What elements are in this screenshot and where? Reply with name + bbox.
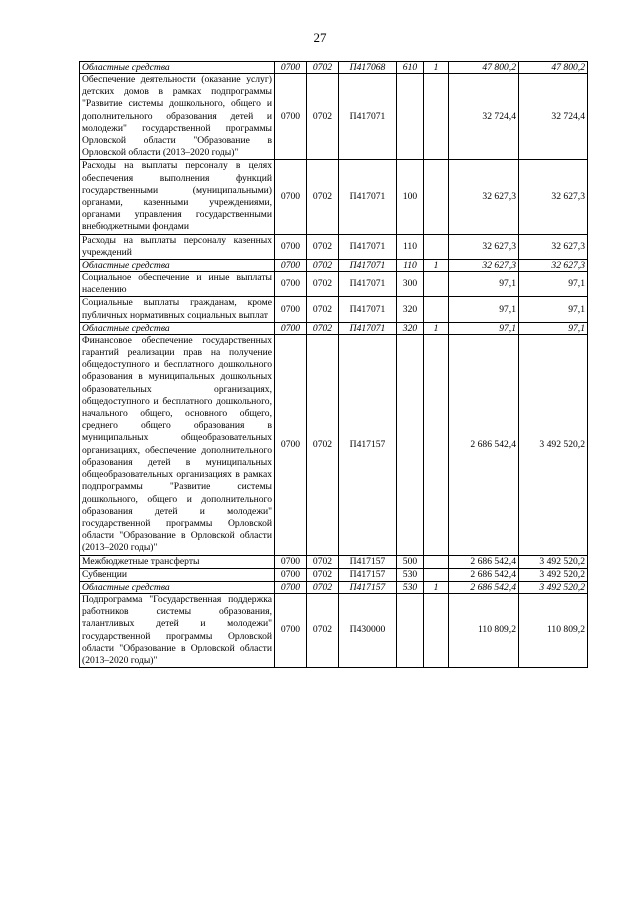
budget-table <box>79 61 588 668</box>
row-amount-year2: 97,1 <box>519 297 588 322</box>
row-funding-source <box>424 272 449 297</box>
table-row <box>80 322 588 334</box>
row-expense-type <box>397 334 424 555</box>
row-description: Социальное обеспечение и иные выплаты населению <box>80 272 275 297</box>
table-row <box>80 260 588 272</box>
row-subsection-code: 0702 <box>307 322 339 334</box>
row-subsection-code: 0702 <box>307 62 339 74</box>
row-section-code: 0700 <box>275 74 307 160</box>
row-funding-source <box>424 334 449 555</box>
row-subsection-code: 0702 <box>307 272 339 297</box>
row-description: Расходы на выплаты персоналу в целях обеспечения выполнения функций государственными (муниципальными) органами, казенными учреждениями, органами управления государственными внебюджетными фондами <box>80 160 275 234</box>
row-funding-source <box>424 593 449 667</box>
row-amount-year1: 32 627,3 <box>449 260 519 272</box>
row-description: Подпрограмма "Государственная поддержка работников системы образования, талантливых детей и молодежи" государственной программы Орловской области "Образование в Орловской области (2013–2020 годы)" <box>80 593 275 667</box>
row-section-code: 0700 <box>275 160 307 234</box>
row-expense-type: 100 <box>397 160 424 234</box>
row-funding-source: 1 <box>424 260 449 272</box>
row-section-code: 0700 <box>275 568 307 581</box>
row-expense-type: 610 <box>397 62 424 74</box>
row-amount-year1: 32 627,3 <box>449 160 519 234</box>
row-amount-year1: 32 627,3 <box>449 234 519 259</box>
row-amount-year1: 2 686 542,4 <box>449 568 519 581</box>
row-funding-source: 1 <box>424 581 449 593</box>
row-amount-year2: 32 627,3 <box>519 260 588 272</box>
row-section-code: 0700 <box>275 62 307 74</box>
row-amount-year1: 2 686 542,4 <box>449 334 519 555</box>
row-funding-source <box>424 297 449 322</box>
row-funding-source <box>424 568 449 581</box>
row-funding-source: 1 <box>424 322 449 334</box>
row-subsection-code: 0702 <box>307 160 339 234</box>
row-section-code: 0700 <box>275 234 307 259</box>
row-subsection-code: 0702 <box>307 593 339 667</box>
row-target-article: П417157 <box>339 555 397 568</box>
row-amount-year1: 2 686 542,4 <box>449 555 519 568</box>
row-description: Областные средства <box>80 581 275 593</box>
row-target-article: П417071 <box>339 160 397 234</box>
row-amount-year2: 47 800,2 <box>519 62 588 74</box>
table-row <box>80 272 588 297</box>
row-expense-type <box>397 74 424 160</box>
table-row <box>80 297 588 322</box>
row-description: Областные средства <box>80 260 275 272</box>
row-expense-type: 500 <box>397 555 424 568</box>
table-row <box>80 593 588 667</box>
row-funding-source <box>424 555 449 568</box>
row-amount-year2: 3 492 520,2 <box>519 568 588 581</box>
row-funding-source <box>424 234 449 259</box>
row-amount-year1: 97,1 <box>449 272 519 297</box>
row-expense-type: 530 <box>397 568 424 581</box>
row-amount-year1: 2 686 542,4 <box>449 581 519 593</box>
row-description: Финансовое обеспечение государственных гарантий реализации прав на получение общедоступного и бесплатного дошкольного образования в муниципальных дошкольных образовательных организациях, общедоступного и бесплатного дошкольного, начального общего, основного общего, среднего общего образования в муниципальных общеобразовательных организациях, обеспечение дополнительного образования детей в муниципальных общеобразовательных организациях в рамках подпрограммы "Развитие системы дошкольного, общего и дополнительного образования детей и молодежи" государственной программы Орловской области "Образование в Орловской области (2013–2020 годы)" <box>80 334 275 555</box>
row-amount-year2: 97,1 <box>519 322 588 334</box>
row-section-code: 0700 <box>275 322 307 334</box>
row-target-article: П417157 <box>339 334 397 555</box>
table-row <box>80 74 588 160</box>
table-row <box>80 568 588 581</box>
row-amount-year2: 110 809,2 <box>519 593 588 667</box>
row-target-article: П417157 <box>339 581 397 593</box>
row-funding-source: 1 <box>424 62 449 74</box>
row-amount-year2: 3 492 520,2 <box>519 334 588 555</box>
row-subsection-code: 0702 <box>307 334 339 555</box>
row-description: Областные средства <box>80 62 275 74</box>
row-section-code: 0700 <box>275 260 307 272</box>
row-target-article: П417071 <box>339 234 397 259</box>
row-expense-type: 530 <box>397 581 424 593</box>
row-expense-type: 110 <box>397 260 424 272</box>
row-target-article: П417068 <box>339 62 397 74</box>
row-subsection-code: 0702 <box>307 74 339 160</box>
row-section-code: 0700 <box>275 334 307 555</box>
row-amount-year1: 47 800,2 <box>449 62 519 74</box>
row-amount-year1: 110 809,2 <box>449 593 519 667</box>
row-amount-year1: 97,1 <box>449 297 519 322</box>
row-description: Социальные выплаты гражданам, кроме публичных нормативных социальных выплат <box>80 297 275 322</box>
row-description: Расходы на выплаты персоналу казенных учреждений <box>80 234 275 259</box>
row-expense-type <box>397 593 424 667</box>
row-target-article: П417157 <box>339 568 397 581</box>
row-amount-year2: 32 627,3 <box>519 234 588 259</box>
row-amount-year2: 97,1 <box>519 272 588 297</box>
row-section-code: 0700 <box>275 581 307 593</box>
row-expense-type: 300 <box>397 272 424 297</box>
row-target-article: П417071 <box>339 297 397 322</box>
row-section-code: 0700 <box>275 297 307 322</box>
row-subsection-code: 0702 <box>307 297 339 322</box>
table-row <box>80 160 588 234</box>
row-target-article: П417071 <box>339 74 397 160</box>
table-row <box>80 581 588 593</box>
table-body <box>80 62 588 668</box>
row-description: Межбюджетные трансферты <box>80 555 275 568</box>
row-description: Областные средства <box>80 322 275 334</box>
table-row <box>80 334 588 555</box>
row-amount-year2: 3 492 520,2 <box>519 555 588 568</box>
row-expense-type: 110 <box>397 234 424 259</box>
row-description: Субвенции <box>80 568 275 581</box>
row-expense-type: 320 <box>397 297 424 322</box>
row-section-code: 0700 <box>275 555 307 568</box>
row-funding-source <box>424 74 449 160</box>
row-target-article: П417071 <box>339 322 397 334</box>
row-description: Обеспечение деятельности (оказание услуг) детских домов в рамках подпрограммы "Развитие системы дошкольного, общего и дополнительного образования детей и молодежи" государственной программы Орловской области "Образование в Орловской области (2013–2020 годы)" <box>80 74 275 160</box>
row-target-article: П430000 <box>339 593 397 667</box>
row-amount-year2: 32 627,3 <box>519 160 588 234</box>
row-expense-type: 320 <box>397 322 424 334</box>
row-subsection-code: 0702 <box>307 555 339 568</box>
row-section-code: 0700 <box>275 272 307 297</box>
row-subsection-code: 0702 <box>307 581 339 593</box>
row-section-code: 0700 <box>275 593 307 667</box>
row-funding-source <box>424 160 449 234</box>
row-amount-year1: 97,1 <box>449 322 519 334</box>
row-subsection-code: 0702 <box>307 234 339 259</box>
row-subsection-code: 0702 <box>307 260 339 272</box>
table-row <box>80 62 588 74</box>
page-number: 27 <box>313 30 327 45</box>
table-row <box>80 555 588 568</box>
row-amount-year2: 3 492 520,2 <box>519 581 588 593</box>
table-row <box>80 234 588 259</box>
row-amount-year1: 32 724,4 <box>449 74 519 160</box>
row-amount-year2: 32 724,4 <box>519 74 588 160</box>
row-target-article: П417071 <box>339 260 397 272</box>
row-target-article: П417071 <box>339 272 397 297</box>
row-subsection-code: 0702 <box>307 568 339 581</box>
